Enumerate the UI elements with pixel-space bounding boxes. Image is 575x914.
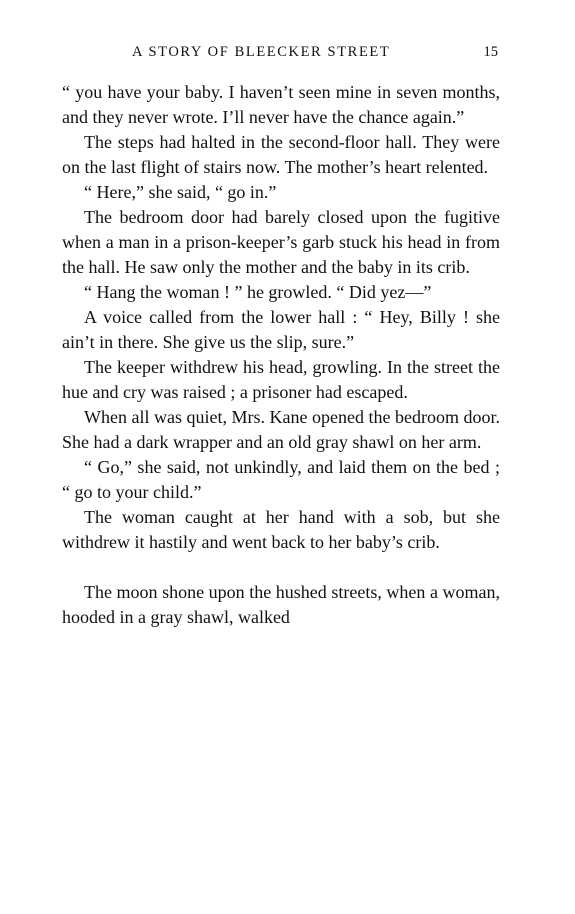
paragraph: The bedroom door had barely closed upon the fugitive when a man in a prison-keeper’s garb stuck his head in from the hall. He saw only the mother and the baby in its crib. xyxy=(62,207,500,277)
paragraph: A voice called from the lower hall : “ Hey, Billy ! she ain’t in there. She give us the slip, sure.” xyxy=(62,307,500,352)
paragraph: “ Go,” she said, not unkindly, and laid them on the bed ; “ go to your child.” xyxy=(62,457,500,502)
running-head xyxy=(62,38,500,68)
paragraph: “ Here,” she said, “ go in.” xyxy=(84,182,277,202)
paragraph: “ Hang the woman ! ” he growled. “ Did yez—” xyxy=(84,282,432,302)
paragraph: The woman caught at her hand with a sob, but she withdrew it hastily and went back to her baby’s crib. xyxy=(62,507,500,552)
paragraph: When all was quiet, Mrs. Kane opened the bedroom door. She had a dark wrapper and an old gray shawl on her arm. xyxy=(62,407,500,452)
paragraph: “ you have your baby. I haven’t seen mine in seven months, and they never wrote. I’ll never have the chance again.” xyxy=(62,82,500,127)
paragraph: The steps had halted in the second-floor hall. They were on the last flight of stairs now. The mother’s heart relented. xyxy=(62,132,500,177)
paragraph: The keeper withdrew his head, growling. In the street the hue and cry was raised ; a prisoner had escaped. xyxy=(62,357,500,402)
book-page xyxy=(62,38,500,630)
paragraph: The moon shone upon the hushed streets, when a woman, hooded in a gray shawl, walked xyxy=(62,582,500,627)
page-number: 15 xyxy=(483,44,498,60)
body-text xyxy=(62,80,500,630)
running-head-title: A STORY OF BLEECKER STREET xyxy=(132,44,391,60)
